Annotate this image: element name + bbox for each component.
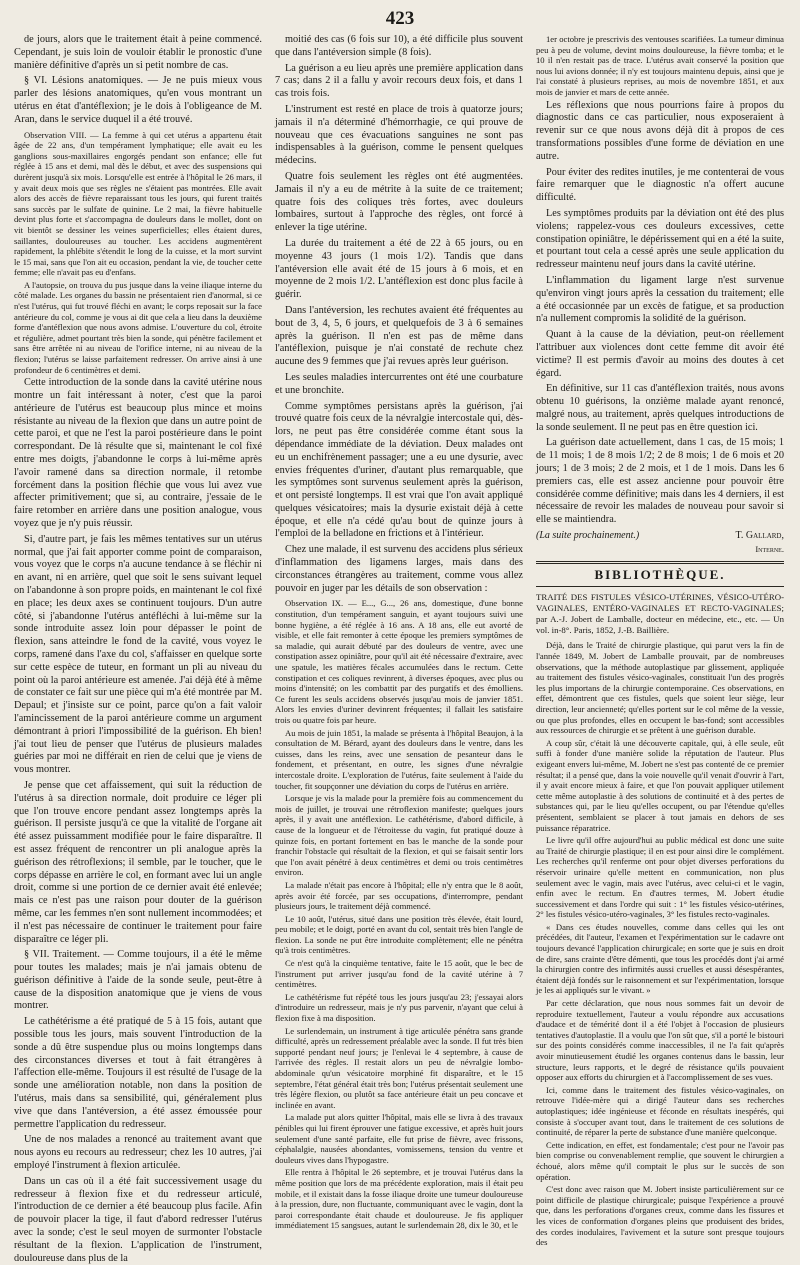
book-reference: TRAITÉ DES FISTULES VÉSICO-UTÉRINES, VÉSICO-UTÉRO-VAGINALES, ENTÉRO-VAGINALES ET RECTO-VAGINALES; par A.-J. Jobert de Lamballe, docteur en médecine, etc., etc. — Un vol. in-8°. Paris, 1852, J.-B. Baillière. [536, 592, 784, 636]
paragraph: Dans l'antéversion, les rechutes avaient été fréquentes au bout de 3, 4, 5, 6 jours, et quelquefois de 3 à 6 semaines après la guérison. Il n'en est pas de même dans l'antéflexion, puisque je n'ai constaté de rechute chez aucune des 9 femmes que j'ai revues après leur guérison. [275, 304, 523, 368]
paragraph: Quatre fois seulement les règles ont été augmentées. Jamais il n'y a eu de métrite à la suite de ce traitement; quatre fois des coliques très fortes, avec douleurs lombaires, surtout à l'approche des règles, ont forcé à enlever la tige utérine. [275, 170, 523, 234]
observation-9-paragraph: Le surlendemain, un instrument à tige articulée pénétra sans grande difficulté, après un redressement préalable avec la sonde. Il fut très bien supporté pendant neuf jours; je l'enlevai le 4 septembre, à cause de l'arrivée des règles. Il restait alors un peu de névralgie lombo-abdominale qu'un vésicatoire morphiné fit disparaître, et le 15 septembre, l'état général était très bon; l'utérus présentait seulement une très légère flexion, ou plutôt sa face antérieure était un peu concave et inclinée en avant. [275, 1025, 523, 1110]
paragraph: L'inflammation du ligament large n'est survenue qu'environ vingt jours après la cessation du traitement; elle a été occasionnée par un excès de fatigue, et sa production n'a nullement compromis la solidité de la guérison. [536, 274, 784, 325]
paragraph: Si, d'autre part, je fais les mêmes tentatives sur un utérus normal, que j'ai fait apporter comme point de comparaison, vous voyez que le corps n'a aucune tendance à se fléchir ni en avant, ni en arrière, quel que soit le sens suivant lequel on l'abandonne à son propre poids, en maintenant le col fixé en place; les deux axes se continuent toujours. D'un autre côté, si j'abandonne l'utérus antéfléchi à lui-même sur la sonde introduite assez loin pour dépasser le point de flexion, sans atteindre le fond de la cavité, vous voyez le corps, ramené dans l'axe du col, s'affaisser en quelque sorte sur cette espèce de tuteur, en formant un pli au niveau du point où la paroi antérieure est amenée. J'ai déjà été à même de constater ce fait sur une pièce qui m'a été montrée par M. Depaul; et j'insiste sur ce point, parce qu'on a fait valoir l'amincissement de la paroi antérieure comme un argument démontrant à priori l'impossibilité de la guérison. Eh bien! j'ai tout lieu de penser que l'utérus de plusieurs malades guéries par moi ne différait en rien de celui que je viens de vous montrer. [14, 533, 263, 776]
review-quote: « Dans ces études nouvelles, comme dans celles qui les ont précédées, dit l'auteur, l'examen et l'expérimentation sur le cadavre ont toujours devancé l'application chirurgicale; en sorte que je suis en droit de dire, sans crainte d'être démenti, que tous les procédés dont j'ai armé la chirurgien contre des infirmités aussi cruelles et aussi désespérantes, étaient déjà fondés sur le raisonnement et sur l'expérimentation, lorsque je les ai appliqués sur le vivant. » [536, 921, 784, 996]
section-title-bibliotheque: BIBLIOTHÈQUE. [594, 566, 726, 582]
section-divider [536, 586, 784, 587]
observation-9-paragraph: La malade n'était pas encore à l'hôpital; elle n'y entra que le 8 août, après avoir été forcée, par ses occupations, d'interrompre, pendant plusieurs jours, le traitement déjà commencé. [275, 879, 523, 912]
paragraph: Les réflexions que nous pourrions faire à propos du diagnostic dans ce cas particulier, nous exposeraient à revenir sur ce que nous avons déjà dit à propos de ces transformations possibles d'une forme de déviation en une autre. [536, 99, 784, 162]
paragraph: Une de nos malades a renoncé au traitement avant que nous ayons eu recours au redresseur; chez les 10 autres, j'ai employé l'instrument à flexion articulée. [14, 1134, 262, 1172]
review-paragraph: Cette indication, en effet, est fondamentale; c'est pour ne l'avoir pas bien comprise ou convenablement remplie, que souvent le chirurgien a échoué, alors même qu'il comptait le plus sur le succès de son opération. [536, 1139, 784, 1182]
observation-9-paragraph: Le 10 août, l'utérus, situé dans une position très élevée, était lourd, peu mobile; et le doigt, porté en avant du col, sentait très bien l'angle de flexion. La sonde ne put être introduite complètement; elle ne pénétra qu'à trois centimètres. [275, 913, 523, 956]
observation-block [275, 598, 523, 1230]
section-divider [536, 561, 784, 564]
observation-9-paragraph: La malade put alors quitter l'hôpital, mais elle se livra à des travaux pénibles qui lui firent éprouver une fatigue excessive, et après huit jours seulement d'une santé parfaite, elle fut prise de fièvre, avec frissons, céphalalgie, nausées abondantes, vomissemens, tension du ventre et douleurs vives dans l'hypogastre. [275, 1112, 523, 1165]
paragraph: Cette introduction de la sonde dans la cavité utérine nous montre un fait intéressant à noter, c'est que la paroi antérieure de l'utérus est beaucoup plus mince et moins résistante au niveau de la flexion que dans un autre point de cette paroi, et que ne l'est la paroi postérieure dans le point correspondant. De là résulte que si, maintenant le col fixé entre mes doigts, j'abandonne le corps à lui-même après l'avoir ramené dans sa direction normale, il retombe forcément dans la position fléchie que vous lui avez vue affecter primitivement; que si, au contraire, j'essaie de le faire retomber en arrière dans une position analogue, vous voyez que je n'y puis réussir. [14, 377, 262, 529]
observation-9-paragraph: Elle rentra à l'hôpital le 26 septembre, et je trouvai l'utérus dans la même position que lors de ma précédente exploration, mais il était peu mobile, et il existait dans la fosse iliaque droite une tumeur douloureuse à la pression, dure, non fluctuante, communiquant avec le vagin, dont la paroi correspondante était chaude et douloureuse. Je fis appliquer immédiatement 15 sangsues, autant le surlendemain 28, dix le 30, et le [275, 1167, 523, 1231]
review-paragraph: Ici, comme dans le traitement des fistules vésico-vaginales, on retrouve l'idée-mère qui a dirigé l'auteur dans ses recherches autoplastiques; idée ingénieuse et féconde en résultats inespérés, qui consiste à s'occuper avant tout, dans le traitement de ces solutions de continuité, de réparer la perte de substance d'une manière quelconque. [536, 1084, 784, 1138]
review-paragraph: C'est donc avec raison que M. Jobert insiste particulièrement sur ce point difficile de plastique chirurgicale; puisque l'expérience a prouvé que, dans les perforations d'organes creux, comme dans les fissures et les vices de conformation d'organes pleins que produisent des brides, des cordes inodulaires, l'avivement et la suture sont presque toujours des [536, 1184, 784, 1248]
paragraph: En définitive, sur 11 cas d'antéflexion traités, nous avons obtenu 10 guérisons, la onzième malade ayant renoncé, malgré nous, au traitement, après quelques introductions de la sonde seulement. Il ne peut pas en être question ici. [536, 383, 784, 433]
paragraph: La guérison date actuellement, dans 1 cas, de 15 mois; 1 de 11 mois; 1 de 8 mois 1/2; 2 de 8 mois; 1 de 6 mois et 20 jours; 1 de 3 mois; 2 de 2 mois, et 1 de 1 mois. Dans les 6 premiers cas, elle est assez ancienne pour pouvoir être considérée comme définitive; mais dans les 4 derniers, il est nécessaire de revoir les malades de nouveau pour savoir si elle se maintiendra. [536, 437, 784, 526]
observation-8: Observation VIII. — La femme à qui cet utérus a appartenu était âgée de 22 ans, d'un tempérament lymphatique; elle avait eu les ganglions sous-maxillaires engorgés pendant son enfance; elle fut réglée à 15 ans et demi, mal dès le début, et avec des suspensions qui durèrent jusqu'à six mois. Lorsqu'elle est entrée à l'hôpital le 26 mars, il y avait deux mois que ses règles ne s'étaient pas montrées. Elle avait alors des accès de fièvre reparaissant tous les jours, qui furent traités sans succès par le sulfate de quinine. Le 2 mai, la fièvre habituelle devint plus forte et s'accompagna de douleurs dans le mollet, dont on vit bientôt se dessiner les veines superficielles; elles étaient dures, saillantes, douloureuses au toucher. Les accidens augmentèrent rapidement, la phlébite s'étendit le long de la cuisse, et la mort survint le 15 mai, sans que l'on ait eu occasion, pendant la vie, de toucher cette femme; elle n'avait pas eu d'enfans. [14, 129, 262, 278]
observation-block [536, 34, 784, 98]
paragraph: Le cathétérisme a été pratiqué de 5 à 15 fois, autant que possible tous les jours, mais souvent l'introduction de la sonde a dû être suspendue plus ou moins longtemps dans des circonstances diverses et tout à fait étrangères à l'affection elle-même. Toujours il est résulté de l'usage de la sonde une amélioration notable, non dans la position de l'utérus, mais dans sa sensibilité, qui, généralement plus vive que dans l'antéversion, a été assez émoussée pour permettre l'application du redresseur. [14, 1016, 262, 1130]
observation-9: Observation IX. — E..., G..., 26 ans, domestique, d'une bonne constitution, d'un tempérament sanguin, et ayant toujours suivi une bonne hygiène, a été réglée à 16 ans. A 18 ans, elle eut avorté de visible, et elle fait remonter à cette époque les premiers symptômes de sa maladie, qui aurait débuté par des douleurs de ventre, avec une constipation assez opiniâtre, pour qu'il ait été nécessaire d'extraire, avec une spatule, les matières fécales accumulées dans le rectum. Cette constipation et ces coliques revinrent, à diverses époques, avec plus ou moins d'intensité; on les combattit par des purgatifs et des émolliens. Ce furent les seuls accidens observés jusqu'au mois de janvier 1851. Alors les envies d'uriner devinrent fréquentes; il fallait les satisfaire trois ou quatre fois par heure. [275, 598, 523, 725]
paragraph: L'instrument est resté en place de trois à quatorze jours; jamais il n'a déterminé d'hémorrhagie, ce qui prouve de nouveau que ces évacuations sanguines ne sont pas indispensables à la guérison, comme le pensent quelques médecins. [275, 103, 523, 167]
paragraph: moitié des cas (6 fois sur 10), a été difficile plus souvent que dans l'antéversion simple (8 fois). [275, 34, 523, 58]
observation-9-paragraph: Au mois de juin 1851, la malade se présenta à l'hôpital Beaujon, à la consultation de M. Bérard, ayant des douleurs dans le ventre, dans les cuisses, dans les reins, avec une sensation de pesanteur dans le fondement, et présentant, en outre, les signes d'une névralgie intercostale droite. L'exploration de l'utérus, faite seulement à l'aide du toucher, fit soupçonner une déviation du corps de l'utérus en arrière. [275, 727, 523, 791]
observation-9-paragraph: Ce n'est qu'à la cinquième tentative, faite le 15 août, que le bec de l'instrument put arriver jusqu'au fond de la cavité utérine à 7 centimètres. [275, 958, 523, 990]
paragraph: de jours, alors que le traitement était à peine commencé. Cependant, je suis loin de vouloir établir le pronostic d'une manière définitive d'après un si petit nombre de cas. [14, 34, 262, 71]
page-number: 423 [385, 8, 415, 29]
column-middle [275, 34, 523, 1231]
author-signature [536, 530, 784, 556]
paragraph: Les seules maladies intercurrentes ont été une courbature et une bronchite. [275, 371, 523, 396]
observation-9-paragraph: Le cathétérisme fut répété tous les jours jusqu'au 23; j'essayai alors d'introduire un redresseur, mais je n'y pus parvenir, n'ayant que celui à flexion fixe à ma disposition. [275, 991, 523, 1024]
continued-note: (La suite prochainement.) [536, 530, 640, 542]
paragraph: Comme symptômes persistans après la guérison, j'ai trouvé quatre fois ceux de la névralgie intercostale qui, dès-lors, ne peut pas être considérée comme étant sous la dépendance immédiate de la déviation. Deux malades ont eu un enchifrènement passager; une a eu une dysurie, avec envies fréquentes d'uriner, d'autant plus remarquable, que les symptômes sont survenus seulement après la guérison, et ont persisté longtemps. Il est vrai que l'on avait appliqué quelques vésicatoires; mais la dysurie existait déjà à cette époque, et elle n'a cédé qu'au bout de quinze jours à l'emploi de la belladone en frictions et à l'intérieur. [275, 400, 523, 540]
author-name [736, 530, 784, 556]
autopsy-paragraph: A l'autopsie, on trouva du pus jusque dans la veine iliaque interne du côté malade. Les organes du bassin ne présentaient rien d'anormal, si ce n'est l'utérus, qui fut trouvé fléchi en avant; le corps reposait sur la face antérieure du col, comme je vous ai dit que cela a lieu dans la deuxième forme d'antéflexion que nous avons admise. L'ouverture du col, étroite et régulière, admet pourtant très bien la sonde, qui pénètre facilement et sans être arrêtée ni au niveau de l'orifice interne, ni au niveau de la flexion; l'utérus se laisse parfaitement redresser. On arrive ainsi à une profondeur de 6 centimètres et demi. [14, 279, 262, 375]
review-paragraph: Déjà, dans le Traité de chirurgie plastique, qui parut vers la fin de l'année 1849, M. Jobert de Lamballe prouvait, par de nombreuses observations, que la méthode autoplastique par glissement, appliquée au traitement des fistules vésico-vaginales, constituait l'un des progrès les plus importans de la chirurgie contemporaine. Ces observations, en effet, démontrent que ces fistules, quels que soient leur siège, leur direction, leur ancienneté; qu'elles portent sur le col même de la vessie, ou que plus profondes, elles en occupent le bas-fond; sont accessibles aux ressources de chirurgie et se prêtent à une guérison durable. [536, 640, 784, 736]
section-heading-lesions: § VI. Lésions anatomiques. — Je ne puis mieux vous parler des lésions anatomiques, qu'en vous montrant un utérus en état d'antéflexion; je le dois à l'obligeance de M. Aran, dans le service duquel il a été trouvé. [14, 75, 262, 125]
paragraph: Les symptômes produits par la déviation ont été des plus violens; rappelez-vous ces douleurs excessives, cette constipation opiniâtre, le dépérissement qui en a été la suite, et pourtant tout cela a cessé après une seule application du redresseur maintenu neuf jours dans la cavité utérine. [536, 207, 784, 271]
section-heading-traitement: § VII. Traitement. — Comme toujours, il a été le même pour toutes les malades; mais je n'ai jamais obtenu de guérison définitive à l'aide de la sonde seule, peut-être à cause de la disposition anatomique que je viens de vous montrer. [14, 949, 262, 1012]
observation-9-paragraph: Lorsque je vis la malade pour la première fois au commencement du mois de juillet, je trouvai une rétroflexion manifeste; quelques jours après, il y avait une antéflexion. Le cathétérisme, d'abord difficile, à cause de la longueur et de l'étroitesse du vagin, fut pratiqué douze à quinze fois, en portant fortement en bas le manche de la sonde pour franchir l'obstacle qui résultait de la flexion, et qui se faisait sentir lors que l'on avait pénétré à deux centimètres et demi ou trois centimètres environ. [275, 793, 523, 878]
author-role: Interne. [755, 543, 784, 554]
review-paragraph: Par cette déclaration, que nous nous sommes fait un devoir de reproduire textuellement, l'auteur a voulu répondre aux accusations d'audace et de témérité dont il a été l'objet à l'occasion de plusieurs tentatives d'autoplastie. Il a voulu que l'on sût que, s'il a porté le bistouri sur des points considérés comme inaccessibles, il ne l'a fait qu'après avoir minutieusement étudié les organes contenus dans le bassin, leur structure, leurs rapports, et le degré de résistance qu'ils pouvaient opposer aux efforts du chirurgien et à l'accomplissement de ses vues. [536, 998, 784, 1083]
observation-9-end: 1er octobre je prescrivis des ventouses scarifiées. La tumeur diminua peu à peu de volume, devint moins douloureuse, la fièvre tomba; et le 10 il n'en restait pas de trace. L'utérus avait conservé la position que nous lui avions donnée; il n'y est toujours maintenu depuis, ainsi que je l'ai constaté à plusieurs reprises, au mois de novembre 1851, et aux mois de janvier et mars de cette année. [536, 34, 784, 97]
book-review [536, 640, 784, 1247]
paragraph: Chez une malade, il est survenu des accidens plus sérieux d'inflammation des ligamens larges, mais dans des circonstances étrangères au traitement, comme vous allez pouvoir en juger par les détails de son observation : [275, 544, 523, 594]
author-name-text: T. Gallard, [735, 530, 784, 542]
review-paragraph: A coup sûr, c'était là une découverte capitale, qui, à elle seule, eût suffi à fonder d'une manière solide la réputation de l'auteur. Plus exigeant envers lui-même, M. Jobert ne s'est pas contenté de ce premier résultat; il a pensé que, dans la voie nouvelle qu'il venait d'ouvrir à l'art, il y avait encore mieux à faire, et que l'on pouvait appliquer utilement cette même autoplastie à des solutions de continuité et à des pertes de substances qui, par le lieu qu'elles occupent, ou par l'étendue qu'elles présentent, semblaient se placer à tout jamais en dehors de ses puissance réparatrice. [536, 737, 784, 833]
paragraph: La durée du traitement a été de 22 à 65 jours, ou en moyenne 43 jours (1 mois 1/2). Tandis que dans l'antéversion elle avait été de 15 jours à 6 mois, et en moyenne de 2 mois 1/2. L'antéflexion est donc plus facile à guérir. [275, 237, 523, 301]
paragraph: Pour éviter des redites inutiles, je me contenterai de vous faire remarquer que le diagnostic n'a offert aucune difficulté. [536, 166, 784, 204]
review-paragraph: Le livre qu'il offre aujourd'hui au public médical est donc une suite au Traité de chirurgie plastique; il en est pour ainsi dire le complément. Les recherches qu'il renferme ont pour objet diverses perforations du réservoir urinaire qu'elle mettent en communication, non plus seulement avec le vagin, mais avec l'utérus, avec celui-ci et le vagin, enfin avec le rectum. En d'autres termes, M. Jobert étudie successivement et dans l'ordre qui suit : 1° les fistules vésico-utérines, 2° les fistules vésico-utéro-vaginales, 3° les fistules recto-vaginales. [536, 835, 784, 920]
paragraph: Je pense que cet affaissement, qui suit la réduction de l'utérus à sa direction normale, doit produire ce léger pli que l'on trouve encore pendant assez longtemps après la guérison. Il persiste jusqu'à ce que la vitalité de l'organe ait été assez puissamment modifiée pour le faire disparaître. Il est assez fréquent de rencontrer un pli analogue après la guérison des rétroflexions; il semble, par le toucher, que le corps dépasse en arrière le col, en formant avec lui un angle droit, comme si une portion de ce dernier avait été enlevée; mais ce n'est pas une raison pour douter de la guérison même, car les femmes n'en sont nullement incommodées; et il n'est pas nécessaire de continuer le traitement pour faire disparaître ce léger pli. [14, 779, 262, 945]
paragraph: La guérison a eu lieu après une première application dans 7 cas; dans 2 il a fallu y avoir recours deux fois, et dans 1 cas trois fois. [275, 62, 523, 100]
paragraph: Dans un cas où il a été fait successivement usage du redresseur à flexion fixe et du redresseur articulé, l'introduction de ce dernier a été beaucoup plus facile. Afin de pouvoir placer la tige, il faut d'abord redresser l'utérus avec la sonde; c'est le seul moyen de surmonter l'obstacle résultant de la flexion. L'application de l'instrument, douloureuse dans plus de la [14, 1175, 262, 1264]
column-left [14, 34, 263, 1264]
paragraph: Quant à la cause de la déviation, peut-on réellement l'attribuer aux violences dont cette femme dit avoir été victime? Il est permis d'avoir au moins des doutes à cet égard. [536, 329, 784, 379]
column-right [536, 34, 784, 1248]
observation-block [14, 130, 262, 376]
